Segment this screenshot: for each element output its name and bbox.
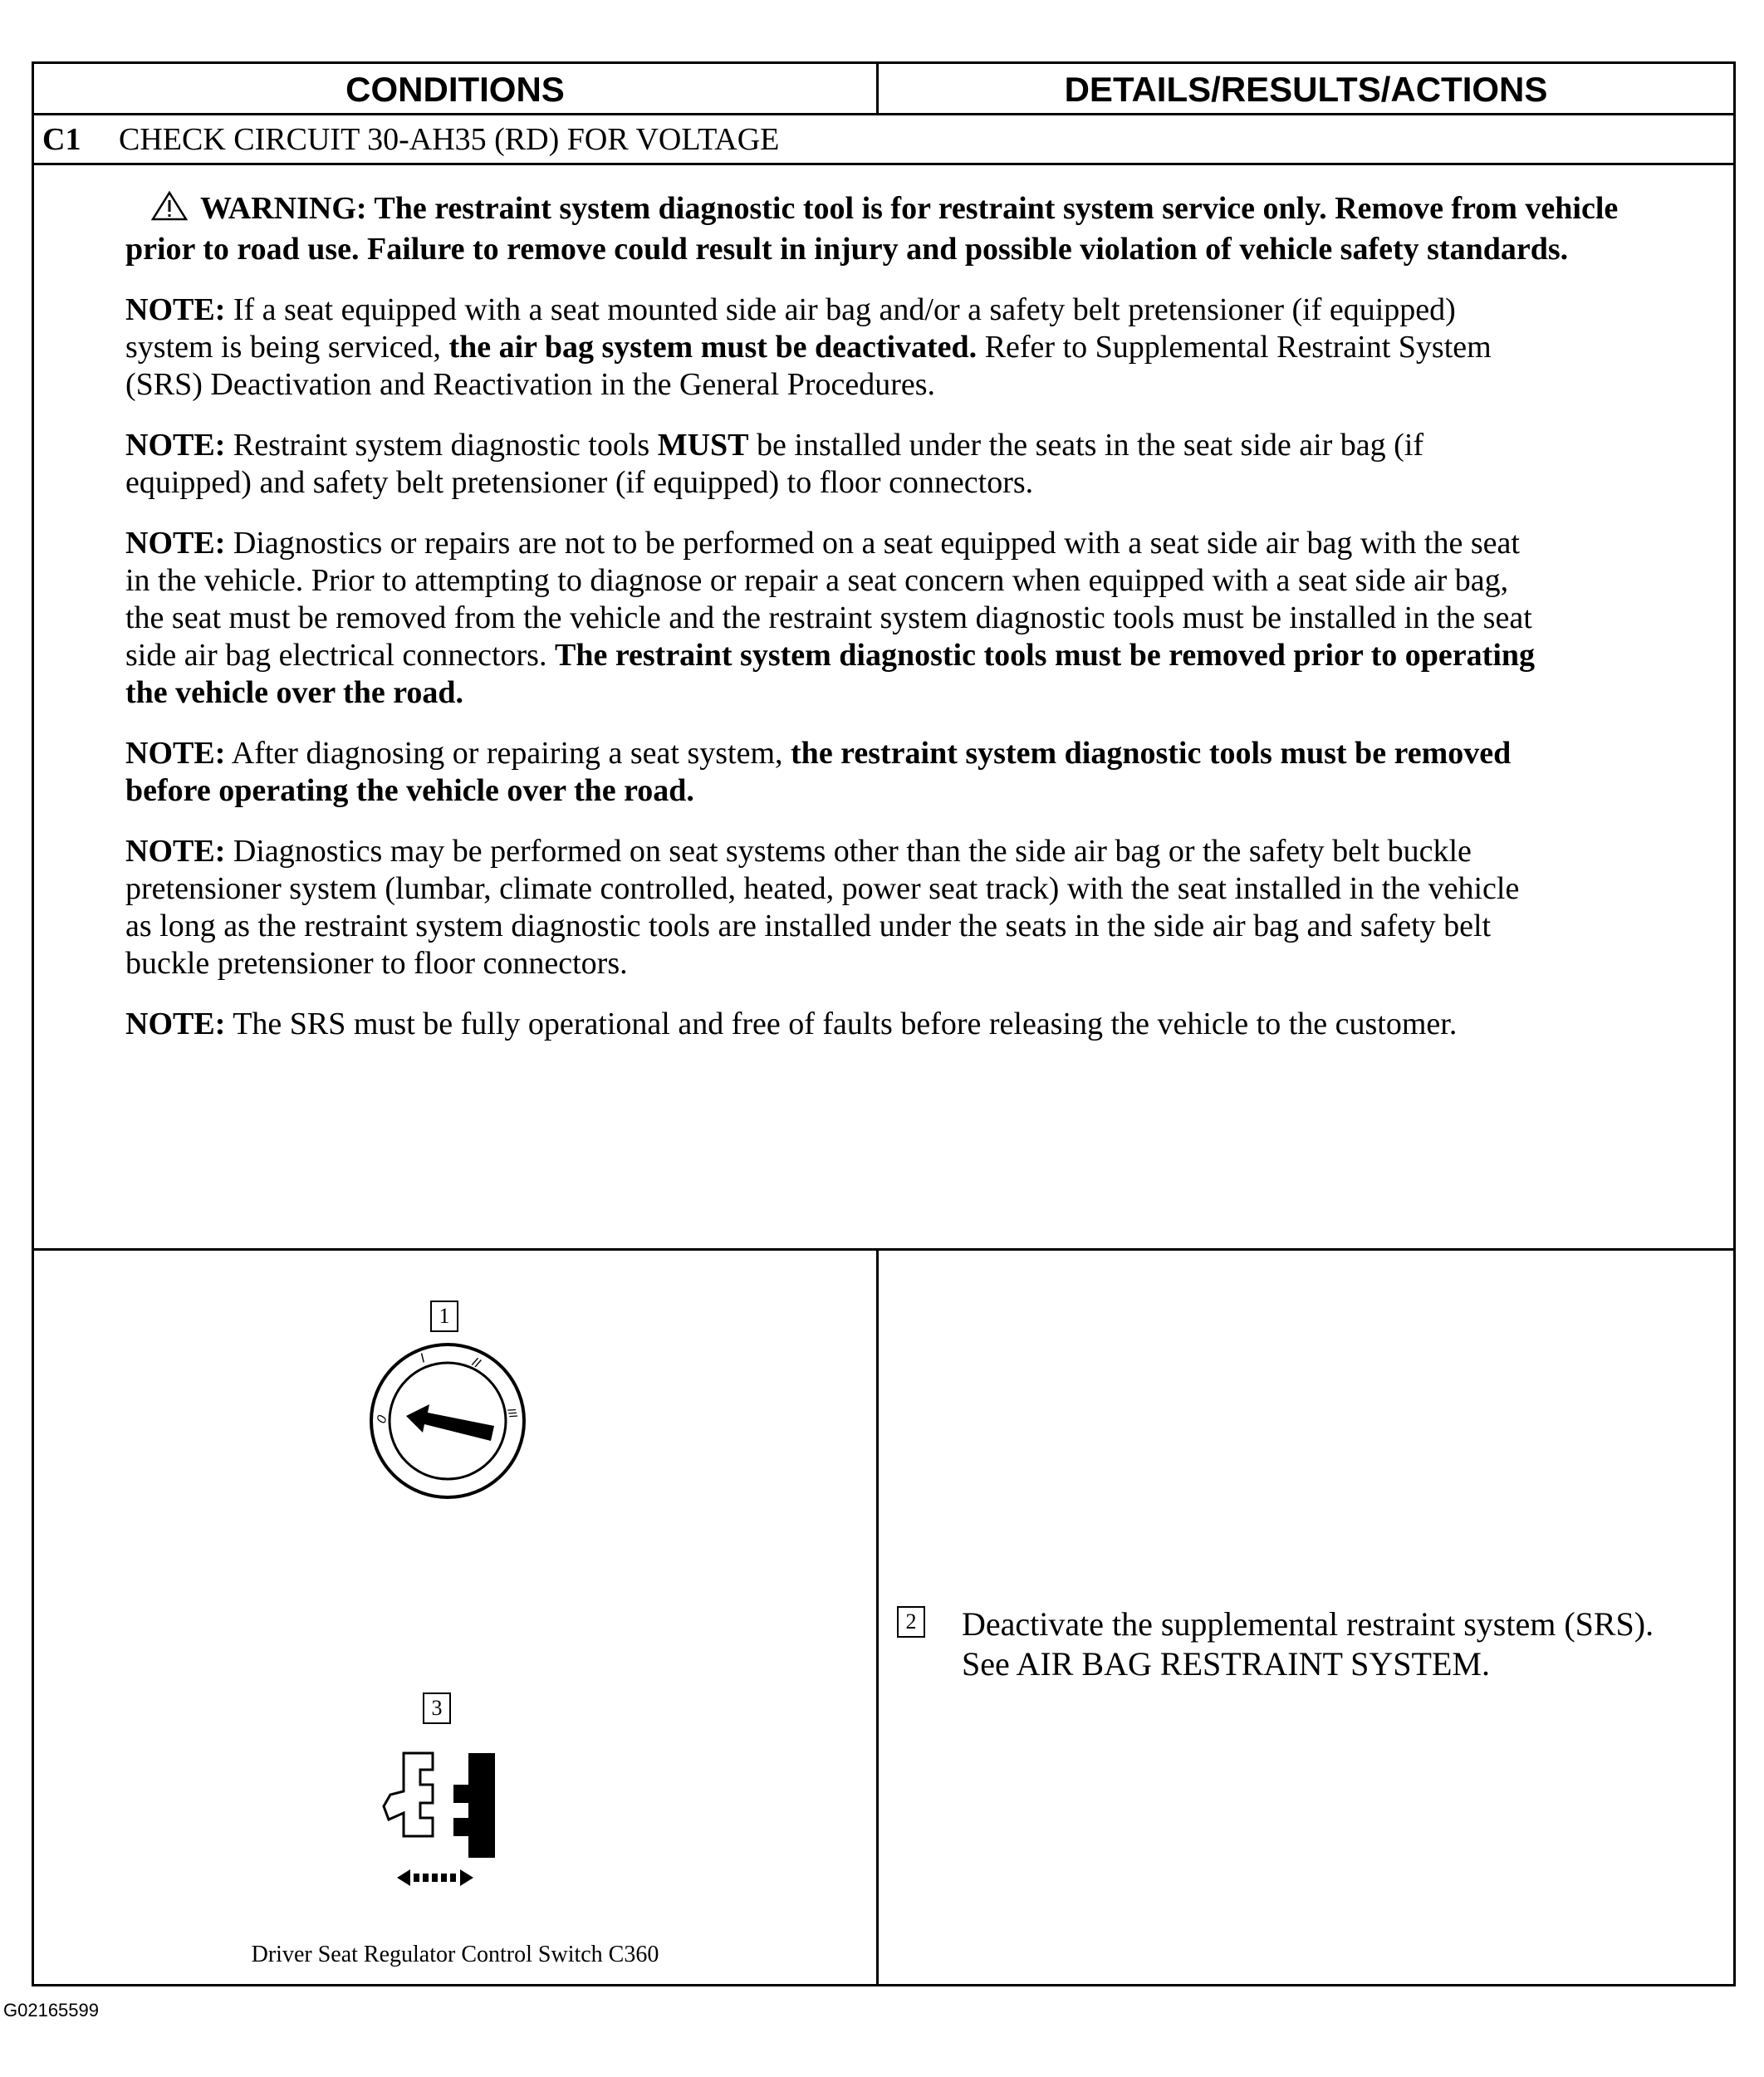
note-label: NOTE:: [125, 834, 226, 869]
figure-caption: Driver Seat Regulator Control Switch C360: [251, 1942, 659, 1967]
note-5: [125, 833, 1537, 982]
note-1: [125, 291, 1537, 404]
step-row: [34, 115, 1733, 165]
callout-1: 1: [430, 1301, 458, 1332]
note-5-text: Diagnostics may be performed on seat systems other than the side air bag or the safety belt buckle pretensioner system (lumbar, climate controlled, heated, power seat track) with the seat installed in the vehicle as long as the restraint system diagnostic tools are installed under the seats in the side air bag and safety belt buckle pretensioner to floor connectors.: [125, 834, 1520, 981]
note-label: NOTE:: [125, 736, 226, 771]
note-1-text-a: If a seat equipped with a seat mounted side air bag and/or a safety belt pretensioner (if equipped) system is being serviced,: [125, 292, 1456, 365]
note-1-text-b: the air bag system must be deactivated.: [448, 330, 978, 365]
figure-id: G02165599: [3, 2000, 99, 2021]
ignition-label-0: 0: [374, 1413, 390, 1426]
note-4-text-a: After diagnosing or repairing a seat system,: [231, 736, 783, 771]
actions-cell: [879, 1251, 1733, 1984]
header-details-results-actions: DETAILS/RESULTS/ACTIONS: [1064, 70, 1548, 109]
callout-2: 2: [897, 1606, 925, 1638]
note-label: NOTE:: [125, 292, 226, 327]
note-2-text-b: MUST: [657, 428, 749, 463]
conditions-illustration-cell: [34, 1251, 879, 1984]
note-1-text-c: Refer to Supplemental Restraint System (SRS) Deactivation and Reactivation in the General Procedures.: [125, 330, 1492, 402]
warning-text: WARNING: The restraint system diagnostic tool is for restraint system service only. Remove from vehicle prior to road use. Failure to remove could result in injury and possible violation of vehicle safety standards.: [125, 191, 1619, 267]
note-label: NOTE:: [125, 526, 226, 561]
action-text: Deactivate the supplemental restraint system (SRS). See AIR BAG RESTRAINT SYSTEM.: [962, 1605, 1654, 1683]
note-label: NOTE:: [125, 428, 226, 463]
note-2-text-c: be installed under the seats in the seat side air bag (if equipped) and safety belt pretensioner (if equipped) to floor connectors.: [125, 428, 1424, 500]
table-header: [34, 64, 1733, 115]
note-label: NOTE:: [125, 1007, 226, 1041]
seat-switch-connector-icon: [370, 1745, 520, 1894]
notes-section: [34, 165, 1733, 1251]
note-2: [125, 427, 1537, 502]
note-3: [125, 525, 1537, 712]
note-6: [125, 1006, 1537, 1043]
note-4-text-b: the restraint system diagnostic tools must be removed before operating the vehicle over the road.: [125, 736, 1512, 808]
ignition-switch-icon: [365, 1338, 531, 1504]
note-4: [125, 735, 1537, 810]
warning-icon: [150, 190, 189, 231]
warning-paragraph: [125, 190, 1620, 268]
step-title: CHECK CIRCUIT 30-AH35 (RD) FOR VOLTAGE: [119, 122, 780, 157]
header-conditions: CONDITIONS: [34, 64, 879, 113]
note-2-text-a: Restraint system diagnostic tools: [233, 428, 650, 463]
ignition-label-2: II: [469, 1354, 483, 1371]
note-6-text: The SRS must be fully operational and free of faults before releasing the vehicle to the customer.: [233, 1007, 1458, 1041]
step-id: C1: [42, 122, 81, 157]
note-3-text-b: The restraint system diagnostic tools must be removed prior to operating the vehicle over the road.: [125, 638, 1536, 710]
note-3-text-a: Diagnostics or repairs are not to be performed on a seat equipped with a seat side air bag with the seat in the vehicle. Prior to attempting to diagnose or repair a seat concern when equipped with a seat side air bag, the seat must be removed from the vehicle and the restraint system diagnostic tools must be installed in the seat side air bag electrical connectors.: [125, 526, 1532, 673]
diagnostic-table: [32, 61, 1736, 1986]
callout-3: 3: [423, 1692, 451, 1724]
ignition-label-3: III: [505, 1406, 521, 1420]
ignition-label-1: I: [418, 1351, 428, 1366]
